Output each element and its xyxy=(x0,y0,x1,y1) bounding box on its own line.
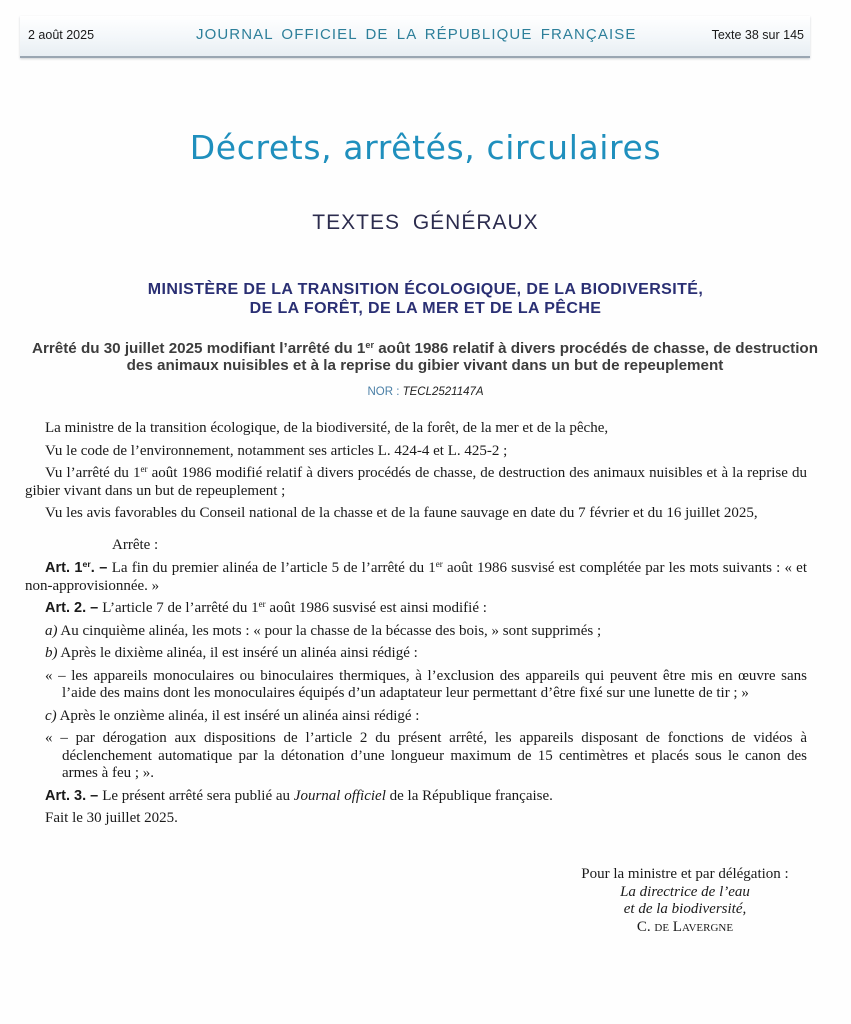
signature-role-line-1: La directrice de l’eau xyxy=(620,883,750,900)
text-counter: Texte 38 sur 145 xyxy=(711,28,804,42)
ministry-line-1: MINISTÈRE DE LA TRANSITION ÉCOLOGIQUE, DE LA BIODIVERSITÉ, xyxy=(147,281,704,298)
signature-block xyxy=(540,866,830,936)
article-3-label: Art. 3. – xyxy=(45,787,103,804)
visa-code-environnement: Vu le code de l’environnement, notamment ses articles L. 424-4 et L. 425-2 ; xyxy=(45,442,508,459)
visa-arrete-1986: Vu l’arrêté du 1er août 1986 modifié relatif à divers procédés de chasse, de destruction des animaux nuisibles et à la reprise du gibier vivant dans un but de repeuplement ; xyxy=(25,464,807,499)
arrete-title: Arrêté du 30 juillet 2025 modifiant l’arrêté du 1er août 1986 relatif à divers procédés de chasse, de destruction des animaux nuisibles et à la reprise du gibier vivant dans un but de repeuplement xyxy=(31,339,818,374)
article-2-item-a: a) Au cinquième alinéa, les mots : « pour la chasse de la bécasse des bois, » sont supprimés ; xyxy=(45,622,602,639)
done-at: Fait le 30 juillet 2025. xyxy=(45,810,178,826)
article-1: Art. 1er. – La fin du premier alinéa de l’article 5 de l’arrêté du 1er août 1986 susvisé est complétée par les mots suivants : « et non-approvisionnée. » xyxy=(25,559,807,594)
nor-code: TECL2521147A xyxy=(402,386,484,398)
visa-minister: La ministre de la transition écologique, de la biodiversité, de la forêt, de la mer et de la pêche, xyxy=(45,420,609,436)
journal-title: JOURNAL OFFICIEL DE LA RÉPUBLIQUE FRANÇAISE xyxy=(196,26,637,43)
document-body xyxy=(25,420,807,833)
nor-label: NOR : xyxy=(367,386,403,398)
section-title: Décrets, arrêtés, circulaires xyxy=(189,128,662,167)
article-2-quote-c: « – par dérogation aux dispositions de l’article 2 du présent arrêté, les appareils disposant de fonctions de vidéos à déclenchement automatique par la détonation d’une longueur maximum de 15 centimètres et placés sous le canon des armes à feu ; ». xyxy=(45,730,807,781)
article-2: Art. 2. – L’article 7 de l’arrêté du 1er août 1986 susvisé est ainsi modifié : xyxy=(45,599,487,616)
publication-date: 2 août 2025 xyxy=(28,28,95,42)
arrete-label: Arrête : xyxy=(112,536,159,553)
signature-role-line-2: et de la biodiversité, xyxy=(623,901,747,917)
signatory-name: C. de Lavergne xyxy=(636,918,734,935)
page-header xyxy=(20,16,810,58)
article-1-label: Art. 1er. – xyxy=(45,559,112,576)
ministry-heading xyxy=(0,280,851,318)
article-2-label: Art. 2. – xyxy=(45,600,103,616)
article-2-item-b: b) Après le dixième alinéa, il est inséré un alinéa ainsi rédigé : xyxy=(45,645,418,661)
subsection-title: TEXTES GÉNÉRAUX xyxy=(312,211,539,234)
ministry-line-2: DE LA FORÊT, DE LA MER ET DE LA PÊCHE xyxy=(249,300,602,317)
article-3: Art. 3. – Le présent arrêté sera publié au Journal officiel de la République française. xyxy=(45,787,553,804)
nor-reference xyxy=(0,386,851,398)
article-2-quote-b: « – les appareils monoculaires ou binoculaires thermiques, à l’exclusion des appareils qui peuvent être mis en œuvre sans l’aide des mains dont les monoculaires équipés d’un adaptateur leur permettant d’être fixé sur une lunette de tir ; » xyxy=(45,667,807,701)
article-2-item-c: c) Après le onzième alinéa, il est inséré un alinéa ainsi rédigé : xyxy=(45,707,420,724)
signature-delegation: Pour la ministre et par délégation : xyxy=(581,866,789,882)
visa-avis: Vu les avis favorables du Conseil national de la chasse et de la faune sauvage en date du 7 février et du 16 juillet 2025, xyxy=(45,505,758,521)
